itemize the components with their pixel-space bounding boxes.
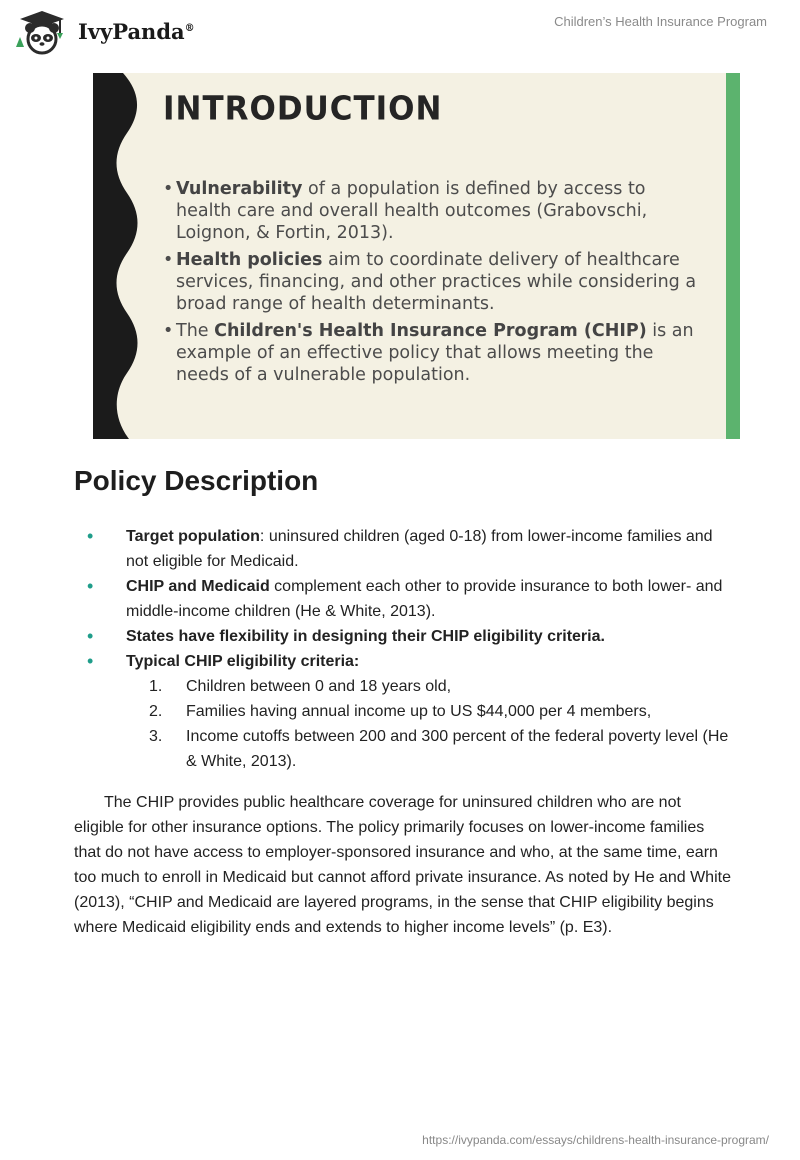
bullet-dot-icon: • [87, 526, 94, 546]
list-item: • Target population: uninsured children (aged 0-18) from lower-income families and not eligible for Medicaid. [87, 526, 713, 570]
policy-bullet-list [74, 524, 734, 774]
criteria-item: 3. Income cutoffs between 200 and 300 percent of the federal poverty level (He & White, 2013). [149, 728, 729, 770]
brand-logo[interactable] [14, 9, 214, 55]
source-url-link[interactable]: https://ivypanda.com/essays/childrens-health-insurance-program/ [422, 1133, 769, 1147]
bullet-dot-icon: • [87, 651, 94, 671]
list-item: • Typical CHIP eligibility criteria: 1. Children between 0 and 18 years old, 2. Families having annual income up to US $44,000 per 4 members, 3. Income cutoffs between 200 and 300 percent of the federal poverty level (He & White, 2013). [74, 649, 734, 774]
slide-green-bar [726, 73, 740, 439]
slide-wavy-border [93, 73, 153, 439]
slide-bullet: • Health policies aim to coordinate delivery of healthcare services, financing, and other practices while considering a broad range of health determinants. [163, 249, 703, 315]
body-paragraph: The CHIP provides public healthcare coverage for uninsured children who are not eligible for other insurance options. The policy primarily focuses on lower-income families that do not have access to employer-sponsored insurance and who, at the same time, earn too much to enroll in Medicaid but cannot afford private insurance. As noted by He and White (2013), “CHIP and Medicaid are layered programs, in the sense that CHIP eligibility begins where Medicaid eligibility ends and extends to higher income levels” (p. E3). [74, 794, 731, 936]
slide-bullet: • The Children's Health Insurance Program (CHIP) is an example of an effective policy that allows meeting the needs of a vulnerable population. [163, 320, 703, 386]
list-item: • CHIP and Medicaid complement each other to provide insurance to both lower- and middle-income children (He & White, 2013). [87, 576, 723, 620]
bullet-dot-icon: • [87, 626, 94, 646]
brand-name: IvyPanda® [78, 19, 195, 44]
intro-slide-image [93, 73, 740, 439]
slide-bullet-list [163, 178, 703, 391]
slide-bullet: • Vulnerability of a population is defined by access to health care and overall health outcomes (Grabovschi, Loignon, & Fortin, 2013). [163, 178, 703, 244]
panda-logo-icon [14, 9, 70, 55]
slide-title: INTRODUCTION [163, 90, 443, 128]
criteria-item: 1. Children between 0 and 18 years old, [149, 678, 452, 695]
page-header [0, 0, 800, 60]
section-heading: Policy Description [74, 465, 319, 496]
criteria-item: 2. Families having annual income up to US $44,000 per 4 members, [149, 703, 652, 720]
bullet-dot-icon: • [87, 576, 94, 596]
list-item: • States have flexibility in designing their CHIP eligibility criteria. [74, 624, 734, 649]
document-title: Children’s Health Insurance Program [554, 14, 767, 29]
criteria-list [126, 674, 734, 774]
